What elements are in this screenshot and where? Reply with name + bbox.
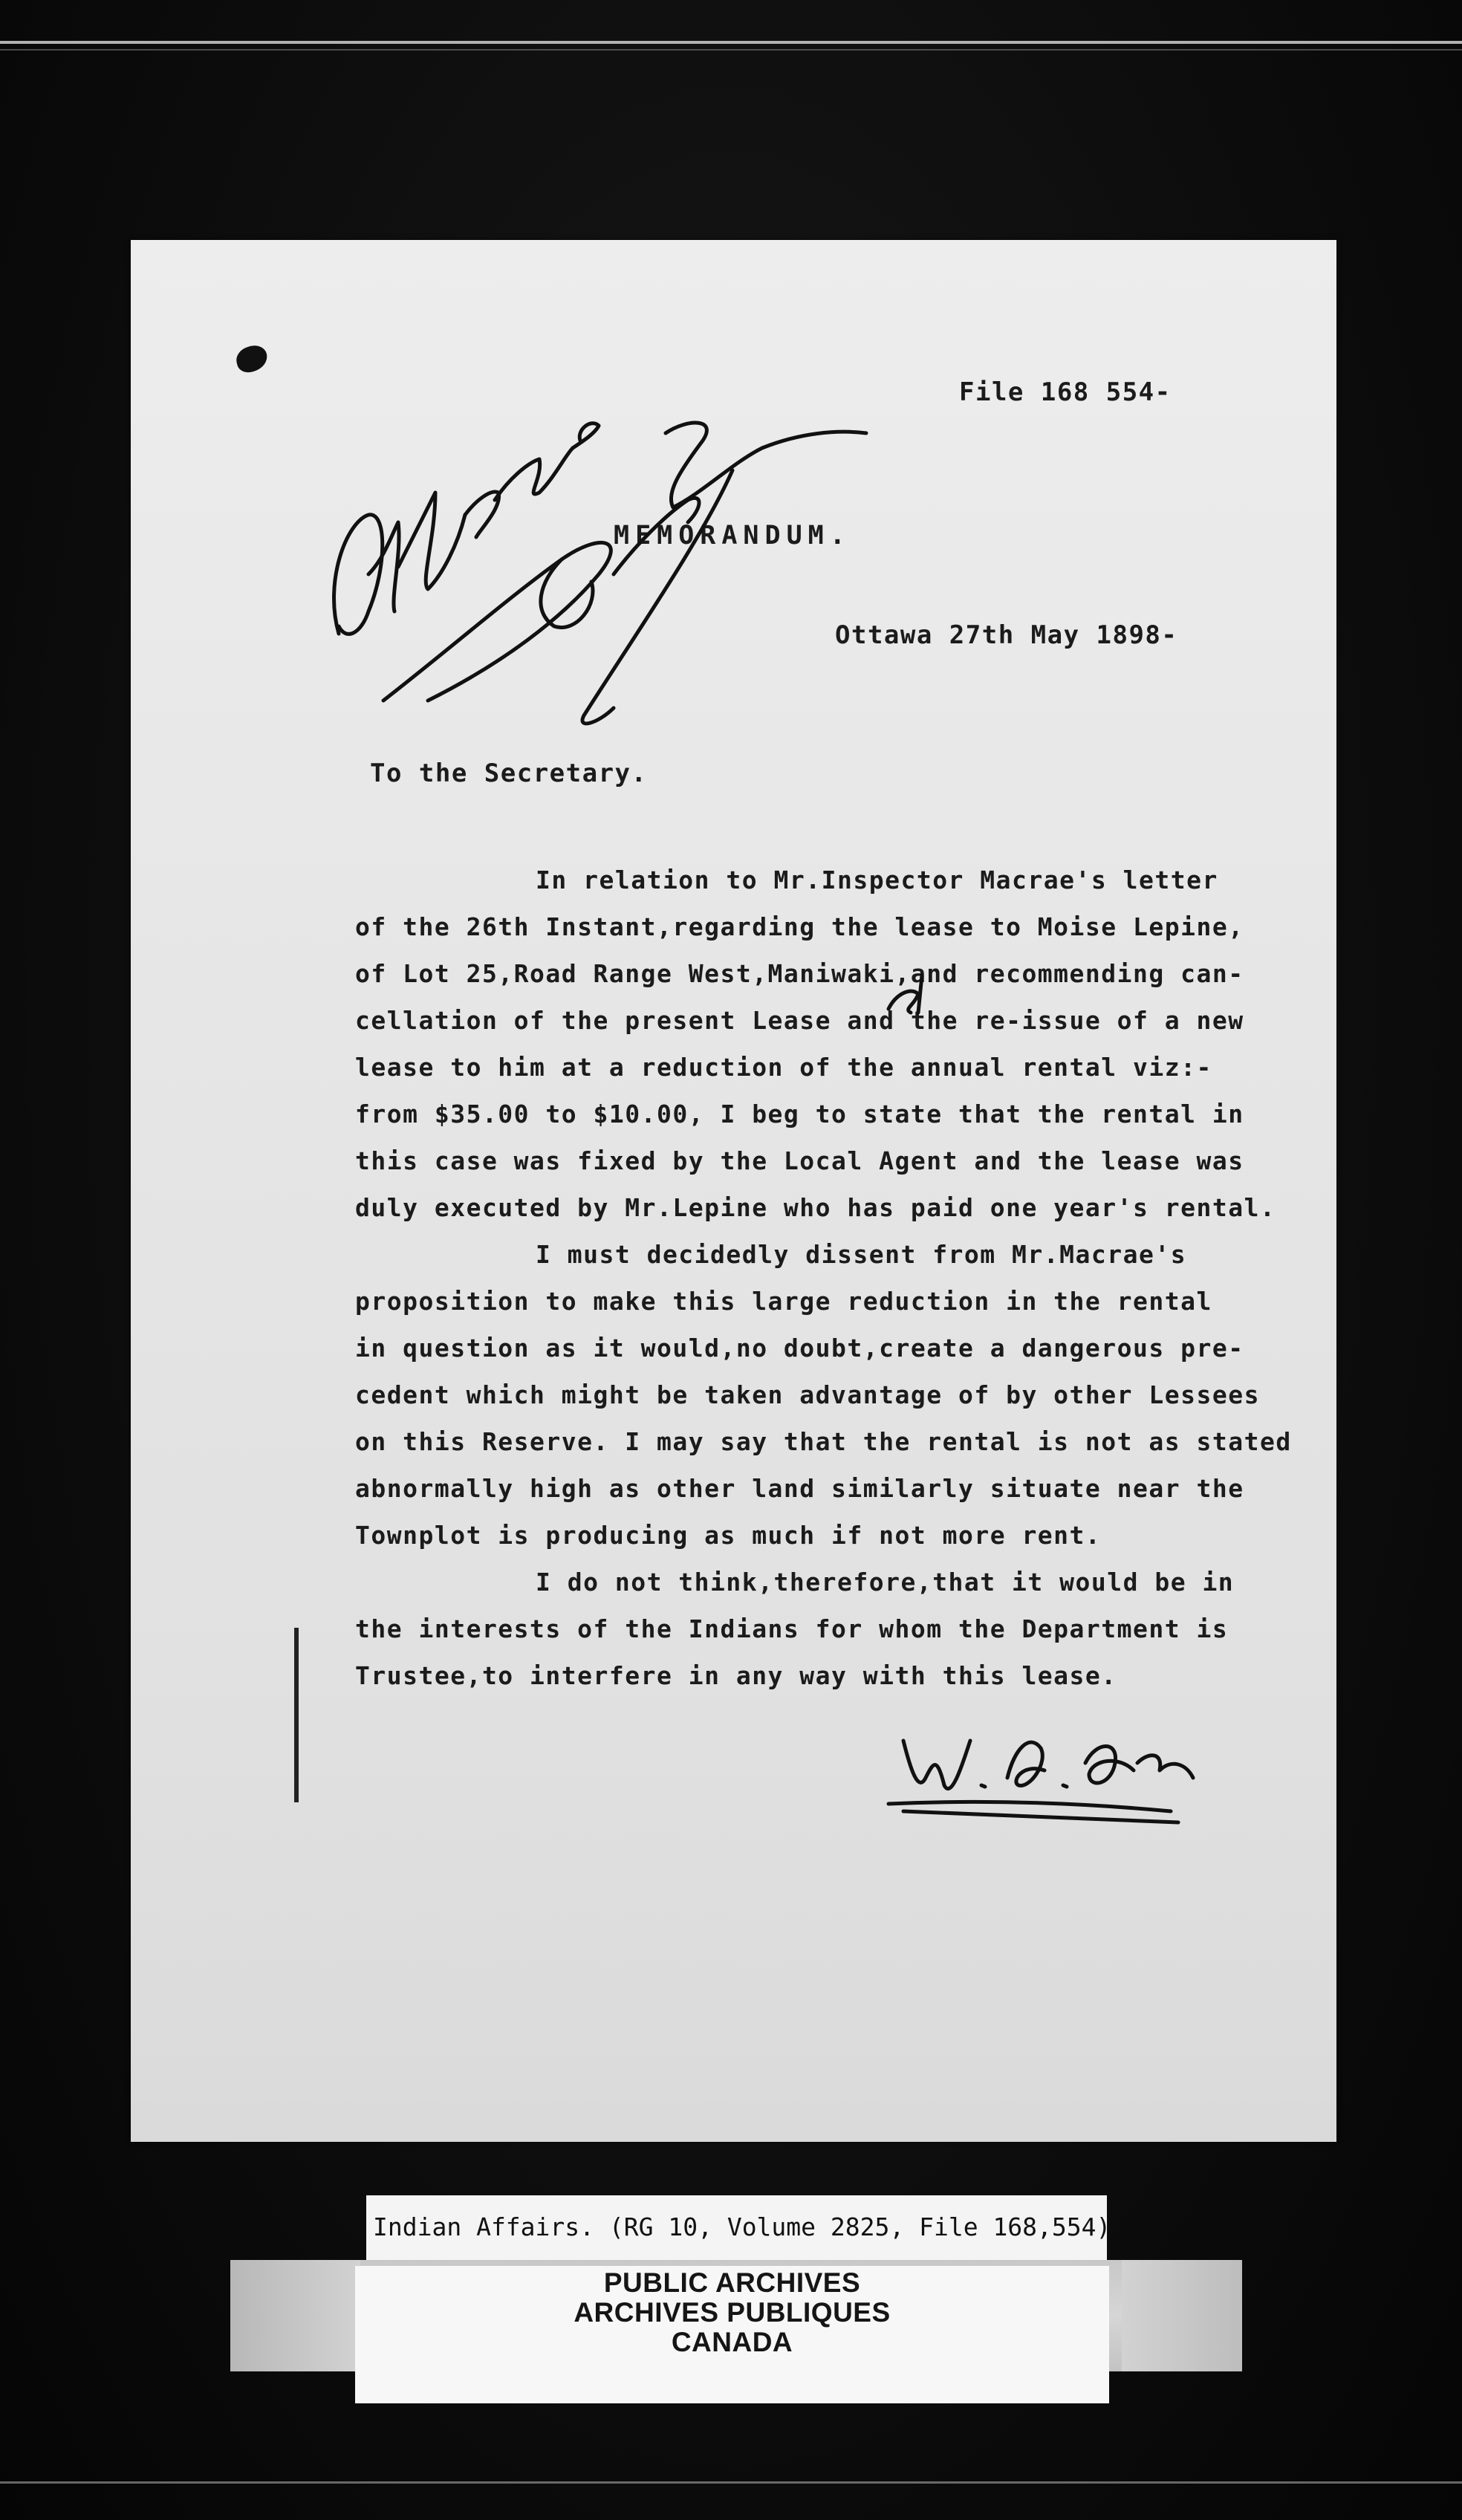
body-line: of the 26th Instant,regarding the lease to Moise Lepine,	[355, 912, 1244, 941]
body-line: cellation of the present Lease and the re-issue of a new	[355, 1006, 1244, 1035]
body-line: from $35.00 to $10.00, I beg to state that the rental in	[355, 1100, 1244, 1129]
memo-page	[131, 240, 1336, 2142]
stamp-line-english: PUBLIC ARCHIVES	[603, 2267, 861, 2298]
date-line: Ottawa 27th May 1898-	[835, 620, 1178, 650]
file-reference: File 168 554-	[959, 377, 1172, 407]
margin-mark	[294, 1628, 299, 1802]
body-line: this case was fixed by the Local Agent and the lease was	[355, 1146, 1244, 1175]
hole-punch-mark	[233, 342, 270, 375]
handwritten-correction-mark	[881, 972, 940, 1016]
approval-handwriting	[316, 389, 911, 775]
body-line: proposition to make this large reduction in the rental	[355, 1287, 1212, 1316]
body-line: Townplot is producing as much if not more rent.	[355, 1521, 1102, 1550]
body-line: in question as it would,no doubt,create a dangerous pre-	[355, 1334, 1244, 1363]
stamp-tape-left	[230, 2260, 360, 2371]
body-line: abnormally high as other land similarly situate near the	[355, 1474, 1244, 1503]
film-edge-bottom	[0, 2481, 1462, 2484]
salutation: To the Secretary.	[370, 759, 648, 788]
body-line: cedent which might be taken advantage of by other Lessees	[355, 1380, 1260, 1409]
body-line: lease to him at a reduction of the annual rental viz:-	[355, 1053, 1212, 1082]
body-line: In relation to Mr.Inspector Macrae's letter	[536, 866, 1218, 894]
body-line: on this Reserve. I may say that the rental is not as stated	[355, 1427, 1292, 1456]
body-line: duly executed by Mr.Lepine who has paid one year's rental.	[355, 1193, 1276, 1222]
body-line: the interests of the Indians for whom the Department is	[355, 1614, 1229, 1643]
stamp-tape-right	[1122, 2260, 1242, 2371]
stamp-line-country: CANADA	[671, 2327, 793, 2357]
body-line: of Lot 25,Road Range West,Maniwaki,and recommending can-	[355, 959, 1244, 988]
film-edge-top	[0, 41, 1462, 44]
film-edge-top-secondary	[0, 49, 1462, 51]
archive-caption: Indian Affairs. (RG 10, Volume 2825, File 168,554)	[373, 2212, 1111, 2241]
stamp-line-french: ARCHIVES PUBLIQUES	[574, 2297, 891, 2328]
signature	[881, 1718, 1215, 1830]
body-line: I do not think,therefore,that it would be in	[536, 1568, 1235, 1597]
body-line: Trustee,to interfere in any way with this lease.	[355, 1661, 1117, 1690]
body-line: I must decidedly dissent from Mr.Macrae's	[536, 1240, 1187, 1269]
memo-title: MEMORANDUM.	[614, 521, 851, 551]
